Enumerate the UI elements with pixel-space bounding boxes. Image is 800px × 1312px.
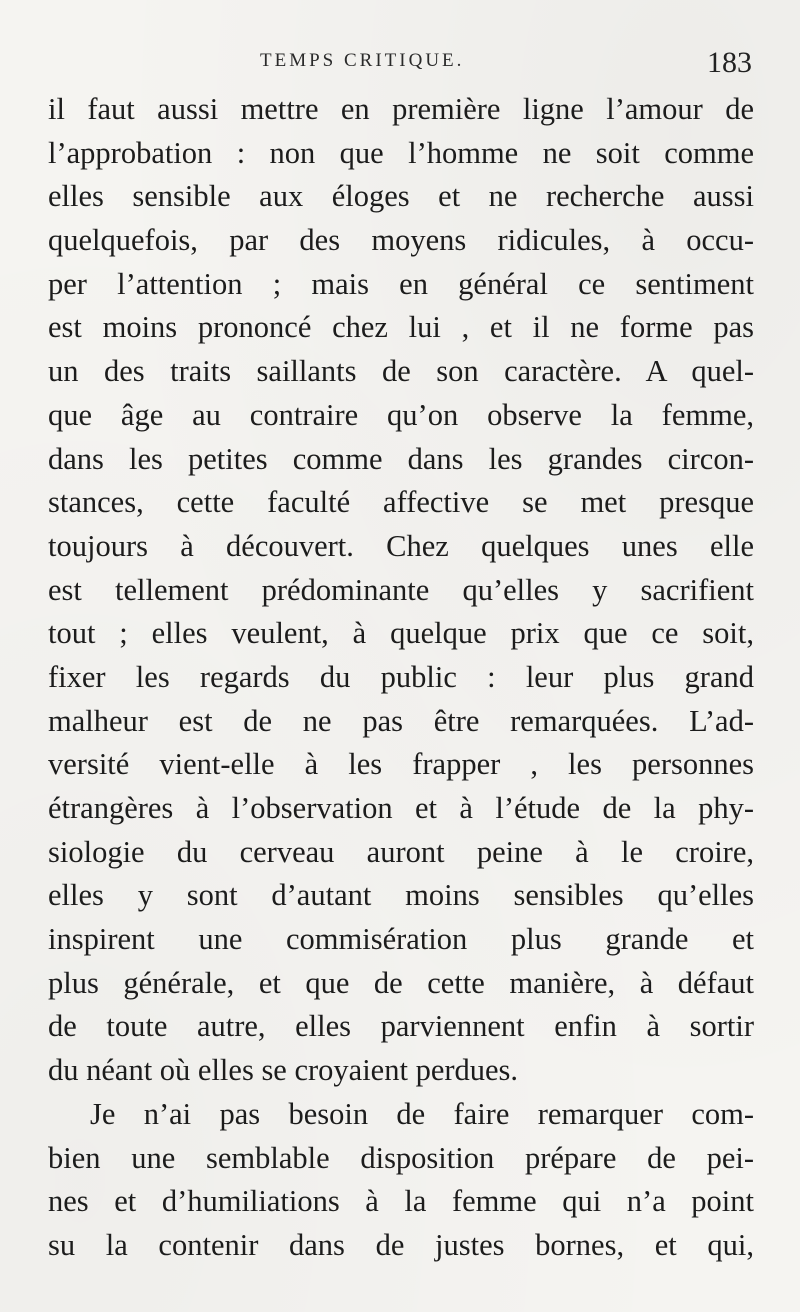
text-line: elles sensible aux éloges et ne recherche aussi bbox=[48, 179, 754, 214]
text-line: stances, cette faculté affective se met presque bbox=[48, 485, 754, 520]
text-line: fixer les regards du public : leur plus grand bbox=[48, 659, 754, 694]
text-line: per l’attention ; mais en général ce sentiment bbox=[48, 266, 754, 301]
text-line: il faut aussi mettre en première ligne l’amour de bbox=[48, 92, 754, 126]
text-line: que âge au contraire qu’on observe la femme, bbox=[48, 397, 754, 432]
text-line: dans les petites comme dans les grandes circon- bbox=[48, 441, 754, 476]
text-line: versité vient-elle à les frapper , les personnes bbox=[48, 747, 754, 782]
running-head: TEMPS CRITIQUE. bbox=[260, 50, 465, 71]
text-line: étrangères à l’observation et à l’étude de la phy- bbox=[48, 791, 754, 825]
page-header bbox=[48, 46, 752, 80]
page-number: 183 bbox=[707, 46, 752, 79]
text-line: de toute autre, elles parviennent enfin à sortir bbox=[48, 1009, 754, 1044]
paragraph-start-line: Je n’ai pas besoin de faire remarquer com- bbox=[90, 1096, 754, 1131]
text-line: su la contenir dans de justes bornes, et qui, bbox=[48, 1227, 754, 1262]
text-line: toujours à découvert. Chez quelques unes elle bbox=[48, 528, 754, 563]
body-text bbox=[48, 88, 754, 1268]
text-line: bien une semblable disposition prépare de pei- bbox=[48, 1140, 754, 1175]
text-line: un des traits saillants de son caractère. A quel- bbox=[48, 354, 754, 389]
text-line: est tellement prédominante qu’elles y sacrifient bbox=[48, 572, 754, 607]
text-line: elles y sont d’autant moins sensibles qu’elles bbox=[48, 878, 754, 913]
text-line: siologie du cerveau auront peine à le croire, bbox=[48, 834, 754, 869]
text-line: nes et d’humiliations à la femme qui n’a point bbox=[48, 1184, 754, 1219]
text-line: tout ; elles veulent, à quelque prix que ce soit, bbox=[48, 616, 754, 651]
text-line: l’approbation : non que l’homme ne soit comme bbox=[48, 135, 754, 170]
text-line: plus générale, et que de cette manière, à défaut bbox=[48, 965, 754, 1000]
text-line: est moins prononcé chez lui , et il ne forme pas bbox=[48, 310, 754, 345]
paragraph-end-line: du néant où elles se croyaient perdues. bbox=[48, 1053, 519, 1088]
text-line: quelquefois, par des moyens ridicules, à occu- bbox=[48, 223, 754, 258]
text-line: inspirent une commisération plus grande et bbox=[48, 922, 754, 957]
text-line: malheur est de ne pas être remarquées. L’ad- bbox=[48, 703, 754, 738]
